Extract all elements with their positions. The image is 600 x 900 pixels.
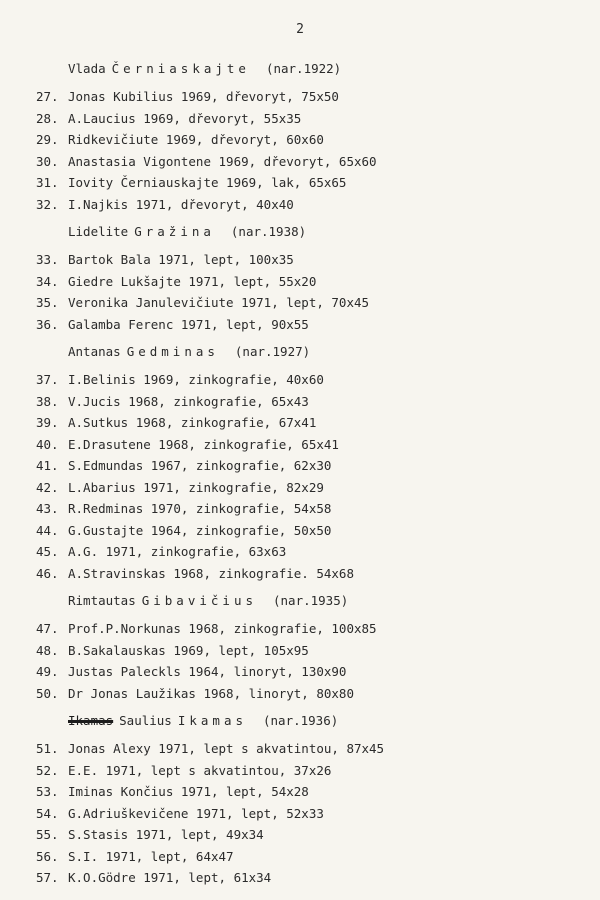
entry-text: S.Edmundas 1967, zinkografie, 62x30 <box>68 458 332 473</box>
entry-text: A.Laucius 1969, dřevoryt, 55x35 <box>68 110 302 126</box>
artist-section <box>36 58 576 215</box>
catalog-entry <box>36 271 576 293</box>
entry-number: 27. <box>36 89 59 104</box>
artist-surname: Gražina <box>134 224 215 239</box>
entry-number: 47. <box>36 621 59 636</box>
artist-heading <box>36 710 576 732</box>
entry-text: L.Abarius 1971, zinkografie, 82x29 <box>68 479 324 495</box>
struck-out-text: Ikamas <box>68 713 114 728</box>
entry-number: 53. <box>36 784 59 799</box>
entry-number: 56. <box>36 848 59 864</box>
entry-text: Giedre Lukšajte 1971, lept, 55x20 <box>68 273 317 289</box>
entry-number: 34. <box>36 273 59 289</box>
artist-surname: Ikamas <box>177 713 247 728</box>
catalog-entry <box>36 618 576 640</box>
artist-heading <box>36 341 576 363</box>
entry-number: 28. <box>36 110 59 126</box>
catalog-entry <box>36 640 576 662</box>
entry-text: Galamba Ferenc 1971, lept, 90x55 <box>68 316 309 332</box>
artist-first-name: Lidelite <box>68 224 129 239</box>
catalog-entry <box>36 434 576 456</box>
entry-number: 50. <box>36 685 59 701</box>
page-number: 2 <box>296 22 304 37</box>
entry-number: 42. <box>36 479 59 495</box>
artist-first-name: Antanas <box>68 344 121 359</box>
entry-text: E.E. 1971, lept s akvatintou, 37x26 <box>68 762 332 778</box>
entry-text: I.Najkis 1971, dřevoryt, 40x40 <box>68 196 294 212</box>
artist-section <box>36 590 576 704</box>
artist-birth-year: (nar.1936) <box>263 713 339 728</box>
entry-text: A.G. 1971, zinkografie, 63x63 <box>68 544 287 559</box>
catalog-entry <box>36 867 576 889</box>
entry-number: 52. <box>36 762 59 778</box>
catalog-entry <box>36 455 576 477</box>
entry-text: R.Redminas 1970, zinkografie, 54x58 <box>68 501 332 516</box>
artist-section <box>36 221 576 335</box>
entry-number: 55. <box>36 827 59 842</box>
entry-text: Ridkevičiute 1969, dřevoryt, 60x60 <box>68 132 324 147</box>
catalog-entry <box>36 249 576 271</box>
entry-number: 39. <box>36 415 59 430</box>
artist-surname: Černiaskajte <box>111 61 250 76</box>
artist-first-name: Rimtautas <box>68 593 136 608</box>
entry-number: 36. <box>36 316 59 332</box>
entry-number: 41. <box>36 458 59 473</box>
entry-number: 43. <box>36 501 59 516</box>
entry-text: V.Jucis 1968, zinkografie, 65x43 <box>68 393 309 409</box>
catalog-entry <box>36 412 576 434</box>
entry-text: Jonas Kubilius 1969, dřevoryt, 75x50 <box>68 89 339 104</box>
entry-number: 57. <box>36 870 59 885</box>
catalog-entry <box>36 760 576 782</box>
entry-text: G.Adriuškevičene 1971, lept, 52x33 <box>68 805 324 821</box>
catalog-entry <box>36 683 576 705</box>
artist-heading <box>36 58 576 80</box>
entry-text: S.I. 1971, lept, 64x47 <box>68 848 234 864</box>
catalog-entry <box>36 520 576 542</box>
entry-text: A.Sutkus 1968, zinkografie, 67x41 <box>68 415 317 430</box>
entry-number: 35. <box>36 295 59 310</box>
entry-number: 46. <box>36 565 59 581</box>
entry-number: 33. <box>36 252 59 267</box>
catalog-entry <box>36 846 576 868</box>
entry-text: Iovity Černiauskajte 1969, lak, 65x65 <box>68 175 347 190</box>
artist-birth-year: (nar.1927) <box>234 344 311 359</box>
entry-text: I.Belinis 1969, zinkografie, 40x60 <box>68 372 324 387</box>
entry-text: K.O.Gödre 1971, lept, 61x34 <box>68 870 272 885</box>
catalog-entry <box>36 563 576 585</box>
catalog-entry <box>36 151 576 173</box>
entry-number: 29. <box>36 132 59 147</box>
entry-text: Veronika Janulevičiute 1971, lept, 70x45 <box>68 295 370 310</box>
artist-birth-year: (nar.1938) <box>230 224 307 239</box>
entry-text: A.Stravinskas 1968, zinkografie. 54x68 <box>68 565 354 581</box>
entry-number: 44. <box>36 522 59 538</box>
catalog-entry <box>36 781 576 803</box>
entry-text: Jonas Alexy 1971, lept s akvatintou, 87x45 <box>68 741 385 756</box>
entry-text: B.Sakalauskas 1969, lept, 105x95 <box>68 642 309 658</box>
artist-surname: Gedminas <box>126 344 219 359</box>
entry-number: 32. <box>36 196 59 212</box>
catalog-entry <box>36 498 576 520</box>
entry-text: Dr Jonas Laužikas 1968, linoryt, 80x80 <box>68 685 354 701</box>
entry-number: 37. <box>36 372 59 387</box>
entry-text: S.Stasis 1971, lept, 49x34 <box>68 827 264 842</box>
artist-birth-year: (nar.1922) <box>265 61 342 76</box>
catalog-entry <box>36 129 576 151</box>
catalog-entry <box>36 477 576 499</box>
entry-number: 51. <box>36 741 59 756</box>
entry-text: Justas Paleckls 1964, linoryt, 130x90 <box>68 664 347 679</box>
entry-number: 49. <box>36 664 59 679</box>
artist-surname: Gibavičius <box>141 593 257 608</box>
catalog-entry <box>36 292 576 314</box>
entry-text: G.Gustajte 1964, zinkografie, 50x50 <box>68 522 332 538</box>
entry-text: Bartok Bala 1971, lept, 100x35 <box>68 252 294 267</box>
catalog-entry <box>36 194 576 216</box>
entry-number: 30. <box>36 153 59 169</box>
catalog-entry <box>36 661 576 683</box>
entry-text: Anastasia Vigontene 1969, dřevoryt, 65x60 <box>68 153 377 169</box>
catalog-entry <box>36 172 576 194</box>
catalog-list <box>36 58 576 895</box>
catalog-entry <box>36 738 576 760</box>
catalog-entry <box>36 108 576 130</box>
entry-text: Iminas Končius 1971, lept, 54x28 <box>68 784 309 799</box>
catalog-entry <box>36 86 576 108</box>
catalog-entry <box>36 369 576 391</box>
entry-text: Prof.P.Norkunas 1968, zinkografie, 100x85 <box>68 621 377 636</box>
catalog-entry <box>36 541 576 563</box>
catalog-entry <box>36 824 576 846</box>
entry-number: 48. <box>36 642 59 658</box>
catalog-entry <box>36 391 576 413</box>
entry-number: 54. <box>36 805 59 821</box>
artist-birth-year: (nar.1935) <box>273 593 349 608</box>
entry-text: E.Drasutene 1968, zinkografie, 65x41 <box>68 436 339 452</box>
entry-number: 45. <box>36 544 59 559</box>
artist-heading <box>36 221 576 243</box>
artist-section <box>36 341 576 584</box>
catalog-entry <box>36 803 576 825</box>
entry-number: 38. <box>36 393 59 409</box>
artist-heading <box>36 590 576 612</box>
entry-number: 31. <box>36 175 59 190</box>
catalog-entry <box>36 314 576 336</box>
entry-number: 40. <box>36 436 59 452</box>
artist-first-name: Vlada <box>68 61 106 76</box>
artist-first-name: Saulius <box>119 713 172 728</box>
artist-section <box>36 710 576 889</box>
